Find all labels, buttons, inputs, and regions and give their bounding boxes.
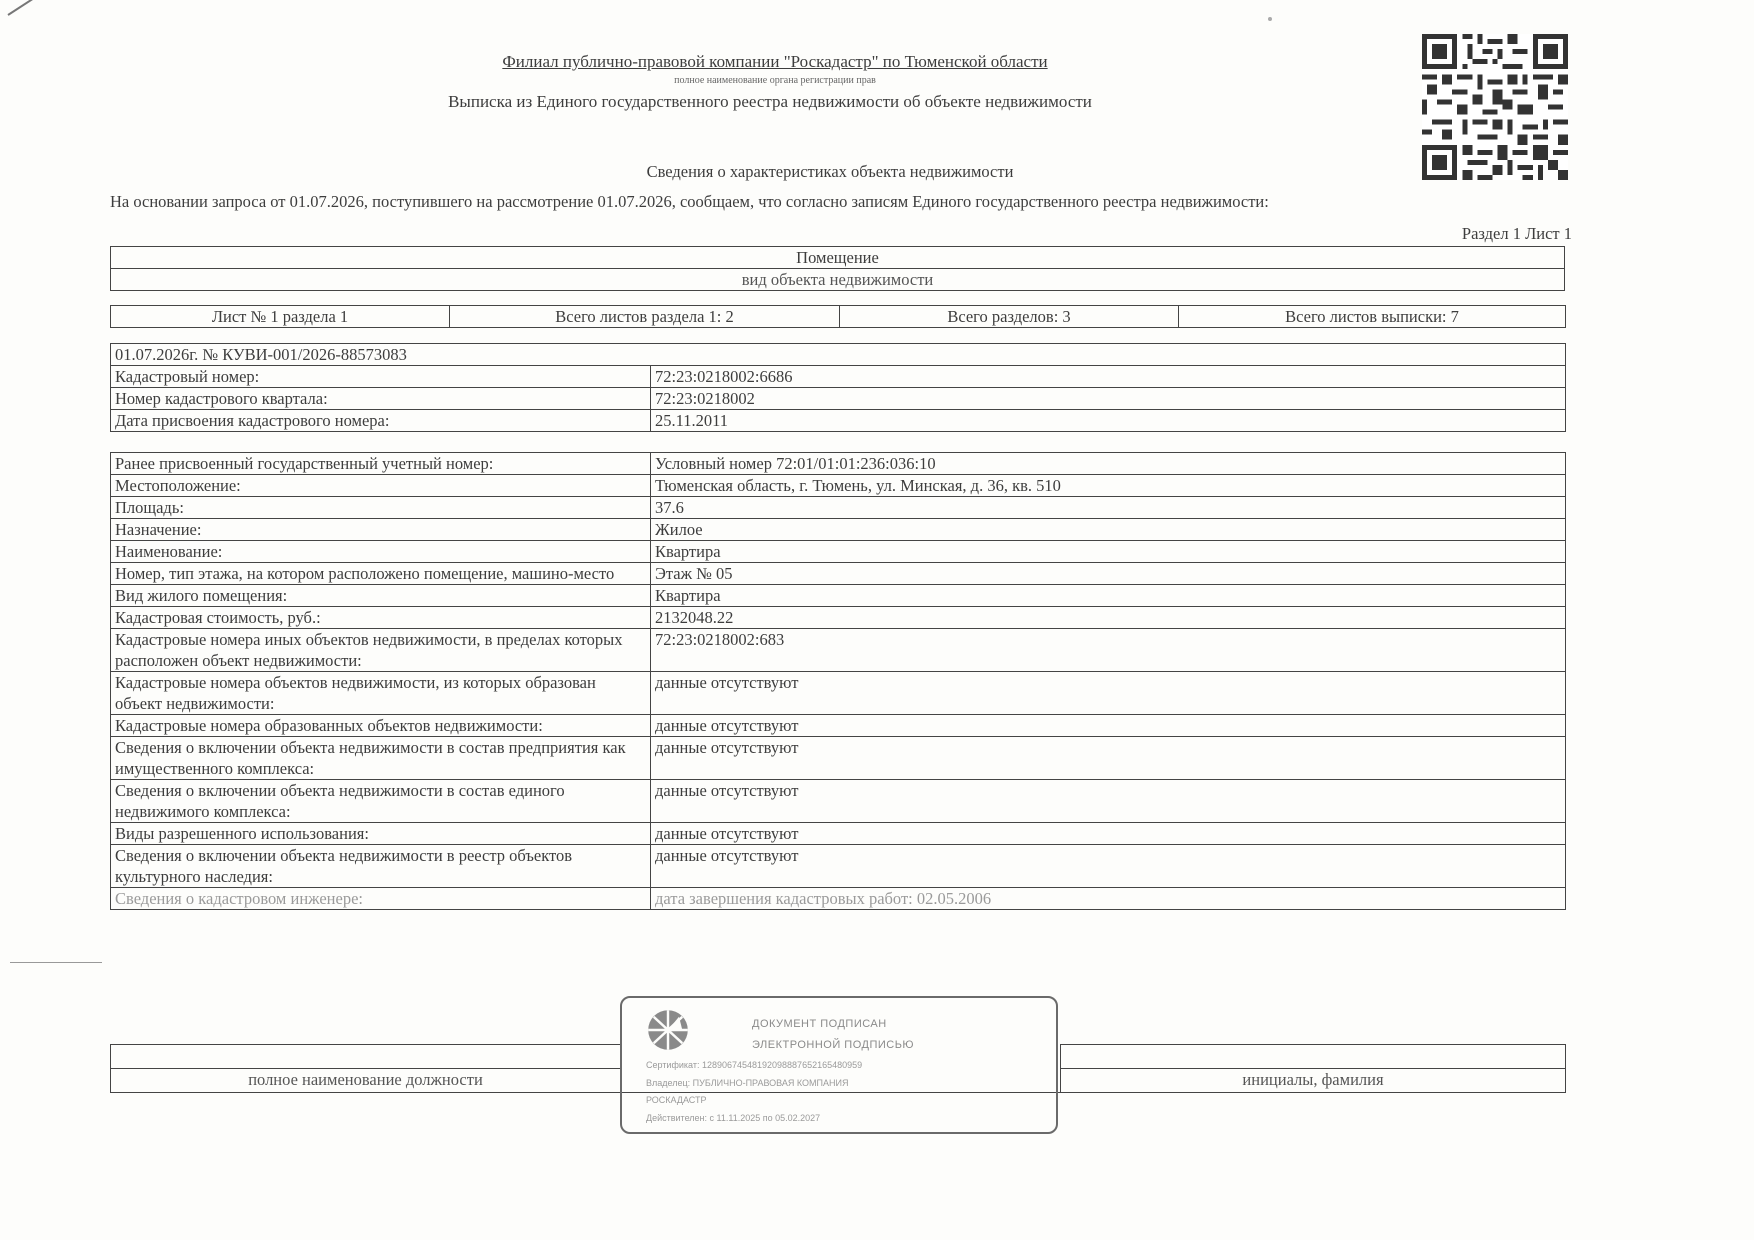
table-row — [111, 497, 1566, 519]
object-characteristics-table — [110, 452, 1566, 910]
record-number: 01.07.2026г. № КУВИ-001/2026-88573083 — [111, 344, 1566, 366]
total-sections: Всего разделов: 3 — [840, 306, 1179, 328]
table-row — [111, 845, 1566, 888]
cadastral-info-table — [110, 343, 1566, 432]
request-basis-text: На основании запроса от 01.07.2026, поступившего на рассмотрение 01.07.2026, сообщаем, что согласно записям Единого государственного реестра недвижимости: — [110, 192, 1269, 211]
row-value: Жилое — [651, 519, 1566, 541]
table-row — [111, 780, 1566, 823]
row-key: Кадастровая стоимость, руб.: — [111, 607, 651, 629]
qr-code-icon — [1422, 34, 1568, 180]
sheet-number: Лист № 1 раздела 1 — [111, 306, 450, 328]
row-value: Квартира — [651, 585, 1566, 607]
table-row — [111, 366, 1566, 388]
row-value: Условный номер 72:01/01:01:236:036:10 — [651, 453, 1566, 475]
object-type-caption: вид объекта недвижимости — [111, 269, 1565, 291]
row-value: данные отсутствуют — [651, 845, 1566, 888]
row-value: 72:23:0218002:683 — [651, 629, 1566, 672]
table-row — [111, 607, 1566, 629]
row-value: данные отсутствуют — [651, 780, 1566, 823]
table-row — [111, 823, 1566, 845]
row-key: Кадастровые номера объектов недвижимости, из которых образован объект недвижимости: — [111, 672, 651, 715]
position-caption: полное наименование должности — [111, 1069, 621, 1093]
stamp-line-2: ЭЛЕКТРОННОЙ ПОДПИСЬЮ — [752, 1039, 915, 1051]
row-value: данные отсутствуют — [651, 823, 1566, 845]
row-value: 2132048.22 — [651, 607, 1566, 629]
total-sheets-section: Всего листов раздела 1: 2 — [450, 306, 840, 328]
org-name-caption: полное наименование органа регистрации прав — [674, 75, 876, 86]
section-sheet-label: Раздел 1 Лист 1 — [1461, 224, 1572, 243]
stamp-owner: Владелец: ПУБЛИЧНО-ПРАВОВАЯ КОМПАНИЯ — [646, 1078, 849, 1088]
stamp-owner-2: РОСКАДАСТР — [646, 1095, 707, 1105]
table-row — [111, 563, 1566, 585]
electronic-signature-stamp — [620, 996, 1058, 1134]
row-key: Сведения о включении объекта недвижимости в состав предприятия как имущественного комплекса: — [111, 737, 651, 780]
scan-artifact-mark — [7, 0, 45, 16]
total-sheets-extract: Всего листов выписки: 7 — [1179, 306, 1566, 328]
table-row — [111, 888, 1566, 910]
position-cell — [111, 1045, 621, 1069]
row-key: Назначение: — [111, 519, 651, 541]
object-type-table — [110, 246, 1565, 291]
name-cell — [1061, 1045, 1566, 1069]
stamp-validity: Действителен: с 11.11.2025 по 05.02.2027 — [646, 1113, 821, 1123]
row-key: Номер, тип этажа, на котором расположено помещение, машино-место — [111, 563, 651, 585]
row-key: Наименование: — [111, 541, 651, 563]
table-row — [111, 672, 1566, 715]
row-key: Кадастровые номера образованных объектов недвижимости: — [111, 715, 651, 737]
scan-artifact-line — [10, 962, 102, 963]
table-row — [111, 629, 1566, 672]
row-value: Квартира — [651, 541, 1566, 563]
row-value: данные отсутствуют — [651, 715, 1566, 737]
row-key: Сведения о включении объекта недвижимости в состав единого недвижимого комплекса: — [111, 780, 651, 823]
table-row — [111, 410, 1566, 432]
row-value: 37.6 — [651, 497, 1566, 519]
row-value: 72:23:0218002 — [651, 388, 1566, 410]
row-value: данные отсутствуют — [651, 737, 1566, 780]
name-caption: инициалы, фамилия — [1061, 1069, 1566, 1093]
row-key: Дата присвоения кадастрового номера: — [111, 410, 651, 432]
table-row — [111, 737, 1566, 780]
row-value: 72:23:0218002:6686 — [651, 366, 1566, 388]
row-value: данные отсутствуют — [651, 672, 1566, 715]
row-key: Виды разрешенного использования: — [111, 823, 651, 845]
org-name: Филиал публично-правовой компании "Роскадастр" по Тюменской области — [502, 52, 1048, 71]
row-key: Номер кадастрового квартала: — [111, 388, 651, 410]
table-row — [111, 388, 1566, 410]
table-row — [111, 715, 1566, 737]
table-row — [111, 475, 1566, 497]
row-value: Этаж № 05 — [651, 563, 1566, 585]
section-title: Сведения о характеристиках объекта недвижимости — [646, 162, 1014, 181]
row-value: Тюменская область, г. Тюмень, ул. Минская, д. 36, кв. 510 — [651, 475, 1566, 497]
row-key: Сведения о кадастровом инженере: — [111, 888, 651, 910]
sheet-info-table — [110, 305, 1566, 328]
row-key: Сведения о включении объекта недвижимости в реестр объектов культурного наследия: — [111, 845, 651, 888]
row-value: 25.11.2011 — [651, 410, 1566, 432]
scan-speck — [1268, 17, 1272, 21]
document-title: Выписка из Единого государственного реестра недвижимости об объекте недвижимости — [448, 92, 1092, 111]
table-row — [111, 453, 1566, 475]
stamp-line-1: ДОКУМЕНТ ПОДПИСАН — [752, 1018, 887, 1030]
rosreestr-logo-icon — [646, 1008, 690, 1052]
table-row — [111, 519, 1566, 541]
row-key: Кадастровый номер: — [111, 366, 651, 388]
table-row — [111, 585, 1566, 607]
row-key: Ранее присвоенный государственный учетный номер: — [111, 453, 651, 475]
table-row — [111, 541, 1566, 563]
row-key: Вид жилого помещения: — [111, 585, 651, 607]
row-key: Кадастровые номера иных объектов недвижимости, в пределах которых расположен объект недвижимости: — [111, 629, 651, 672]
row-key: Площадь: — [111, 497, 651, 519]
stamp-certificate: Сертификат: 12890674548192098887652165480959 — [646, 1060, 863, 1070]
object-type-value: Помещение — [111, 247, 1565, 269]
row-value: дата завершения кадастровых работ: 02.05.2006 — [651, 888, 1566, 910]
row-key: Местоположение: — [111, 475, 651, 497]
